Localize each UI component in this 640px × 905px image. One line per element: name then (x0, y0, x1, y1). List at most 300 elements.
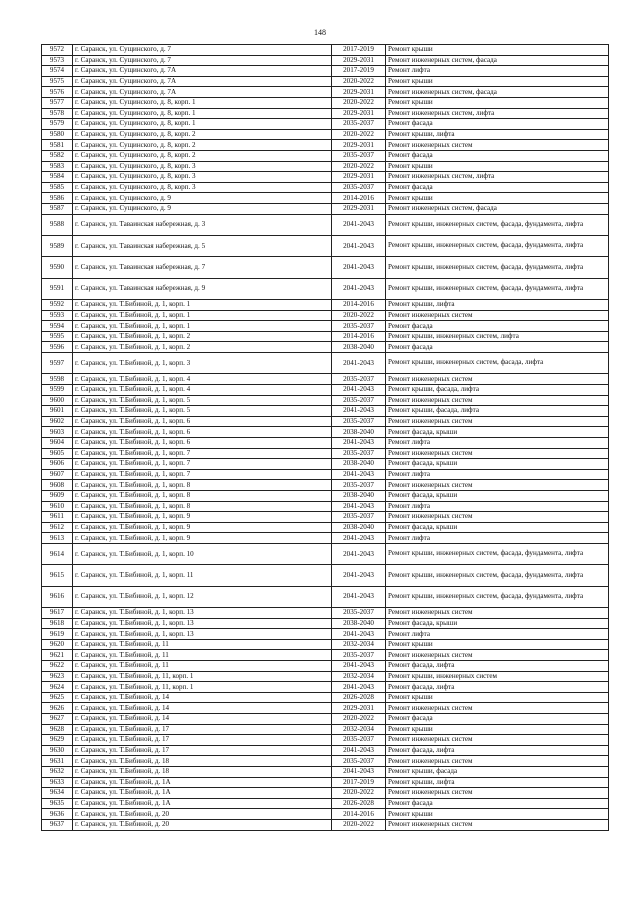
years-cell: 2041-2043 (332, 682, 386, 693)
row-number-cell: 9607 (42, 469, 73, 480)
address-cell: г. Саранск, ул. Сущинского, д. 8, корп. 3 (73, 182, 332, 193)
address-cell: г. Саранск, ул. Т.Бибиной, д. 1, корп. 13 (73, 629, 332, 640)
row-number-cell: 9622 (42, 661, 73, 672)
work-type-cell: Ремонт лифта (386, 66, 609, 77)
table-row (42, 66, 609, 77)
work-type-cell: Ремонт инженерных систем (386, 819, 609, 830)
address-cell: г. Саранск, ул. Т.Бибиной, д. 1, корп. 6 (73, 416, 332, 427)
table-row (42, 501, 609, 512)
years-cell: 2041-2043 (332, 278, 386, 299)
years-cell: 2041-2043 (332, 437, 386, 448)
work-type-cell: Ремонт фасада, крыши (386, 522, 609, 533)
work-type-cell: Ремонт крыши, инженерных систем, фасада, фундамента, лифта (386, 278, 609, 299)
work-type-cell: Ремонт фасада, крыши (386, 427, 609, 438)
work-type-cell: Ремонт инженерных систем, фасада (386, 87, 609, 98)
years-cell: 2014-2016 (332, 331, 386, 342)
years-cell: 2029-2031 (332, 140, 386, 151)
work-type-cell: Ремонт инженерных систем (386, 480, 609, 491)
address-cell: г. Саранск, ул. Т.Бибиной, д. 18 (73, 767, 332, 778)
address-cell: г. Саранск, ул. Таваинская набережная, д. 7 (73, 257, 332, 278)
work-type-cell: Ремонт лифта (386, 437, 609, 448)
years-cell: 2035-2037 (332, 395, 386, 406)
years-cell: 2041-2043 (332, 353, 386, 374)
table-row (42, 161, 609, 172)
years-cell: 2014-2016 (332, 809, 386, 820)
row-number-cell: 9609 (42, 490, 73, 501)
work-type-cell: Ремонт крыши, лифта (386, 300, 609, 311)
address-cell: г. Саранск, ул. Т.Бибиной, д. 1А (73, 777, 332, 788)
row-number-cell: 9573 (42, 55, 73, 66)
row-number-cell: 9610 (42, 501, 73, 512)
work-type-cell: Ремонт фасада, крыши (386, 490, 609, 501)
address-cell: г. Саранск, ул. Сущинского, д. 9 (73, 203, 332, 214)
work-type-cell: Ремонт крыши, лифта (386, 129, 609, 140)
row-number-cell: 9576 (42, 87, 73, 98)
years-cell: 2026-2028 (332, 798, 386, 809)
address-cell: г. Саранск, ул. Т.Бибиной, д. 1, корп. 7 (73, 448, 332, 459)
table-row (42, 819, 609, 830)
years-cell: 2029-2031 (332, 87, 386, 98)
work-type-cell: Ремонт лифта (386, 629, 609, 640)
row-number-cell: 9635 (42, 798, 73, 809)
row-number-cell: 9585 (42, 182, 73, 193)
row-number-cell: 9575 (42, 76, 73, 87)
years-cell: 2041-2043 (332, 235, 386, 256)
table-row (42, 798, 609, 809)
work-type-cell: Ремонт лифта (386, 469, 609, 480)
work-type-cell: Ремонт крыши, инженерных систем, фасада, фундамента, лифта (386, 586, 609, 607)
address-cell: г. Саранск, ул. Т.Бибиной, д. 11 (73, 650, 332, 661)
row-number-cell: 9636 (42, 809, 73, 820)
address-cell: г. Саранск, ул. Т.Бибиной, д. 1, корп. 10 (73, 543, 332, 564)
work-type-cell: Ремонт инженерных систем, фасада (386, 55, 609, 66)
address-cell: г. Саранск, ул. Т.Бибиной, д. 17 (73, 724, 332, 735)
table-row (42, 490, 609, 501)
years-cell: 2020-2022 (332, 788, 386, 799)
table-row (42, 119, 609, 130)
years-cell: 2032-2034 (332, 671, 386, 682)
years-cell: 2038-2040 (332, 459, 386, 470)
row-number-cell: 9627 (42, 714, 73, 725)
table-row (42, 714, 609, 725)
row-number-cell: 9579 (42, 119, 73, 130)
address-cell: г. Саранск, ул. Т.Бибиной, д. 1, корп. 5 (73, 395, 332, 406)
years-cell: 2038-2040 (332, 342, 386, 353)
row-number-cell: 9593 (42, 310, 73, 321)
table-row (42, 395, 609, 406)
work-type-cell: Ремонт фасада, лифта (386, 745, 609, 756)
work-type-cell: Ремонт крыши, инженерных систем, фасада, фундамента, лифта (386, 235, 609, 256)
work-type-cell: Ремонт крыши, фасада, лифта (386, 385, 609, 396)
address-cell: г. Саранск, ул. Т.Бибиной, д. 14 (73, 703, 332, 714)
work-type-cell: Ремонт фасада, крыши (386, 618, 609, 629)
table-row (42, 97, 609, 108)
row-number-cell: 9628 (42, 724, 73, 735)
address-cell: г. Саранск, ул. Таваинская набережная, д. 5 (73, 235, 332, 256)
work-type-cell: Ремонт инженерных систем (386, 310, 609, 321)
table-row (42, 459, 609, 470)
table-row (42, 756, 609, 767)
row-number-cell: 9626 (42, 703, 73, 714)
years-cell: 2041-2043 (332, 406, 386, 417)
row-number-cell: 9625 (42, 692, 73, 703)
table-row (42, 214, 609, 235)
table-row (42, 565, 609, 586)
table-row (42, 193, 609, 204)
work-type-cell: Ремонт крыши, лифта (386, 777, 609, 788)
table-row (42, 182, 609, 193)
row-number-cell: 9617 (42, 608, 73, 619)
work-type-cell: Ремонт фасада, лифта (386, 661, 609, 672)
row-number-cell: 9634 (42, 788, 73, 799)
row-number-cell: 9624 (42, 682, 73, 693)
table-row (42, 140, 609, 151)
address-cell: г. Саранск, ул. Сущинского, д. 7А (73, 66, 332, 77)
table-row (42, 331, 609, 342)
years-cell: 2032-2034 (332, 639, 386, 650)
row-number-cell: 9572 (42, 45, 73, 56)
address-cell: г. Саранск, ул. Т.Бибиной, д. 18 (73, 756, 332, 767)
row-number-cell: 9597 (42, 353, 73, 374)
table-row (42, 448, 609, 459)
work-type-cell: Ремонт фасада (386, 150, 609, 161)
address-cell: г. Саранск, ул. Т.Бибиной, д. 1, корп. 3 (73, 353, 332, 374)
work-type-cell: Ремонт фасада (386, 321, 609, 332)
address-cell: г. Саранск, ул. Т.Бибиной, д. 1, корп. 2 (73, 342, 332, 353)
work-type-cell: Ремонт крыши, инженерных систем, фасада, фундамента, лифта (386, 543, 609, 564)
address-cell: г. Саранск, ул. Т.Бибиной, д. 11 (73, 639, 332, 650)
work-type-cell: Ремонт лифта (386, 533, 609, 544)
table-row (42, 512, 609, 523)
row-number-cell: 9600 (42, 395, 73, 406)
years-cell: 2029-2031 (332, 203, 386, 214)
years-cell: 2035-2037 (332, 512, 386, 523)
table-row (42, 437, 609, 448)
table-row (42, 650, 609, 661)
row-number-cell: 9604 (42, 437, 73, 448)
years-cell: 2041-2043 (332, 586, 386, 607)
address-cell: г. Саранск, ул. Сущинского, д. 8, корп. 1 (73, 108, 332, 119)
address-cell: г. Саранск, ул. Сущинского, д. 7А (73, 87, 332, 98)
row-number-cell: 9587 (42, 203, 73, 214)
years-cell: 2035-2037 (332, 374, 386, 385)
work-type-cell: Ремонт инженерных систем (386, 703, 609, 714)
years-cell: 2017-2019 (332, 45, 386, 56)
years-cell: 2035-2037 (332, 735, 386, 746)
years-cell: 2038-2040 (332, 618, 386, 629)
address-cell: г. Саранск, ул. Т.Бибиной, д. 1, корп. 7 (73, 459, 332, 470)
years-cell: 2020-2022 (332, 161, 386, 172)
work-type-cell: Ремонт крыши, инженерных систем, фасада, фундамента, лифта (386, 565, 609, 586)
years-cell: 2017-2019 (332, 777, 386, 788)
years-cell: 2020-2022 (332, 129, 386, 140)
address-cell: г. Саранск, ул. Сущинского, д. 8, корп. 3 (73, 172, 332, 183)
row-number-cell: 9595 (42, 331, 73, 342)
address-cell: г. Саранск, ул. Т.Бибиной, д. 1, корп. 2 (73, 331, 332, 342)
address-cell: г. Саранск, ул. Т.Бибиной, д. 17 (73, 735, 332, 746)
years-cell: 2020-2022 (332, 97, 386, 108)
years-cell: 2035-2037 (332, 448, 386, 459)
work-type-cell: Ремонт инженерных систем (386, 448, 609, 459)
address-cell: г. Саранск, ул. Т.Бибиной, д. 1, корп. 4 (73, 385, 332, 396)
years-cell: 2041-2043 (332, 629, 386, 640)
table-row (42, 543, 609, 564)
address-cell: г. Саранск, ул. Т.Бибиной, д. 1, корп. 8 (73, 501, 332, 512)
table-row (42, 469, 609, 480)
table-row (42, 172, 609, 183)
years-cell: 2041-2043 (332, 533, 386, 544)
years-cell: 2038-2040 (332, 427, 386, 438)
address-cell: г. Саранск, ул. Сущинского, д. 7 (73, 45, 332, 56)
address-cell: г. Саранск, ул. Т.Бибиной, д. 11, корп. 1 (73, 671, 332, 682)
row-number-cell: 9615 (42, 565, 73, 586)
table-row (42, 321, 609, 332)
row-number-cell: 9632 (42, 767, 73, 778)
years-cell: 2038-2040 (332, 490, 386, 501)
table-row (42, 76, 609, 87)
address-cell: г. Саранск, ул. Т.Бибиной, д. 1, корп. 13 (73, 618, 332, 629)
row-number-cell: 9618 (42, 618, 73, 629)
row-number-cell: 9623 (42, 671, 73, 682)
table-row (42, 342, 609, 353)
work-type-cell: Ремонт фасада, крыши (386, 459, 609, 470)
work-type-cell: Ремонт инженерных систем (386, 512, 609, 523)
work-type-cell: Ремонт фасада (386, 342, 609, 353)
work-type-cell: Ремонт крыши (386, 193, 609, 204)
years-cell: 2041-2043 (332, 767, 386, 778)
work-type-cell: Ремонт крыши (386, 161, 609, 172)
address-cell: г. Саранск, ул. Т.Бибиной, д. 1, корп. 8 (73, 480, 332, 491)
address-cell: г. Саранск, ул. Т.Бибиной, д. 1, корп. 9 (73, 512, 332, 523)
row-number-cell: 9584 (42, 172, 73, 183)
table-row (42, 385, 609, 396)
address-cell: г. Саранск, ул. Т.Бибиной, д. 1А (73, 788, 332, 799)
row-number-cell: 9602 (42, 416, 73, 427)
table-row (42, 745, 609, 756)
years-cell: 2017-2019 (332, 66, 386, 77)
table-row (42, 618, 609, 629)
row-number-cell: 9599 (42, 385, 73, 396)
row-number-cell: 9611 (42, 512, 73, 523)
work-type-cell: Ремонт фасада (386, 798, 609, 809)
years-cell: 2026-2028 (332, 692, 386, 703)
address-cell: г. Саранск, ул. Т.Бибиной, д. 1, корп. 8 (73, 490, 332, 501)
years-cell: 2035-2037 (332, 182, 386, 193)
work-type-cell: Ремонт инженерных систем (386, 650, 609, 661)
row-number-cell: 9598 (42, 374, 73, 385)
years-cell: 2041-2043 (332, 385, 386, 396)
table-row (42, 724, 609, 735)
address-cell: г. Саранск, ул. Сущинского, д. 9 (73, 193, 332, 204)
work-type-cell: Ремонт крыши (386, 724, 609, 735)
years-cell: 2041-2043 (332, 565, 386, 586)
years-cell: 2041-2043 (332, 661, 386, 672)
years-cell: 2041-2043 (332, 501, 386, 512)
address-cell: г. Саранск, ул. Т.Бибиной, д. 11 (73, 661, 332, 672)
address-cell: г. Саранск, ул. Т.Бибиной, д. 14 (73, 692, 332, 703)
address-cell: г. Саранск, ул. Т.Бибиной, д. 20 (73, 809, 332, 820)
years-cell: 2014-2016 (332, 300, 386, 311)
row-number-cell: 9633 (42, 777, 73, 788)
table-row (42, 788, 609, 799)
address-cell: г. Саранск, ул. Т.Бибиной, д. 1, корп. 6 (73, 437, 332, 448)
work-type-cell: Ремонт крыши, инженерных систем, лифта (386, 331, 609, 342)
work-type-cell: Ремонт инженерных систем (386, 756, 609, 767)
years-cell: 2029-2031 (332, 55, 386, 66)
address-cell: г. Саранск, ул. Т.Бибиной, д. 1, корп. 11 (73, 565, 332, 586)
address-cell: г. Саранск, ул. Сущинского, д. 8, корп. 1 (73, 119, 332, 130)
table-row (42, 809, 609, 820)
address-cell: г. Саранск, ул. Т.Бибиной, д. 1, корп. 1 (73, 321, 332, 332)
table-row (42, 300, 609, 311)
work-type-cell: Ремонт инженерных систем (386, 416, 609, 427)
table-row (42, 108, 609, 119)
table-row (42, 406, 609, 417)
row-number-cell: 9582 (42, 150, 73, 161)
years-cell: 2035-2037 (332, 756, 386, 767)
address-cell: г. Саранск, ул. Таваинская набережная, д. 9 (73, 278, 332, 299)
years-cell: 2035-2037 (332, 119, 386, 130)
row-number-cell: 9630 (42, 745, 73, 756)
work-type-cell: Ремонт крыши (386, 76, 609, 87)
work-type-cell: Ремонт инженерных систем, фасада (386, 203, 609, 214)
address-cell: г. Саранск, ул. Т.Бибиной, д. 1, корп. 1 (73, 310, 332, 321)
work-type-cell: Ремонт крыши (386, 45, 609, 56)
address-cell: г. Саранск, ул. Сущинского, д. 8, корп. 2 (73, 129, 332, 140)
years-cell: 2035-2037 (332, 650, 386, 661)
address-cell: г. Саранск, ул. Т.Бибиной, д. 1, корп. 6 (73, 427, 332, 438)
table-row (42, 427, 609, 438)
table-row (42, 150, 609, 161)
years-cell: 2041-2043 (332, 745, 386, 756)
work-type-cell: Ремонт инженерных систем (386, 395, 609, 406)
row-number-cell: 9581 (42, 140, 73, 151)
row-number-cell: 9596 (42, 342, 73, 353)
years-cell: 2035-2037 (332, 480, 386, 491)
table-row (42, 661, 609, 672)
row-number-cell: 9591 (42, 278, 73, 299)
table-row (42, 278, 609, 299)
address-cell: г. Саранск, ул. Сущинского, д. 7А (73, 76, 332, 87)
years-cell: 2029-2031 (332, 172, 386, 183)
address-cell: г. Саранск, ул. Таваинская набережная, д. 3 (73, 214, 332, 235)
address-cell: г. Саранск, ул. Т.Бибиной, д. 1, корп. 7 (73, 469, 332, 480)
row-number-cell: 9577 (42, 97, 73, 108)
work-type-cell: Ремонт инженерных систем, лифта (386, 108, 609, 119)
years-cell: 2032-2034 (332, 724, 386, 735)
work-type-cell: Ремонт крыши, инженерных систем, фасада, фундамента, лифта (386, 257, 609, 278)
table-row (42, 703, 609, 714)
work-type-cell: Ремонт фасада (386, 714, 609, 725)
years-cell: 2020-2022 (332, 310, 386, 321)
row-number-cell: 9594 (42, 321, 73, 332)
row-number-cell: 9621 (42, 650, 73, 661)
years-cell: 2035-2037 (332, 608, 386, 619)
row-number-cell: 9606 (42, 459, 73, 470)
table-row (42, 257, 609, 278)
table-row (42, 235, 609, 256)
table-row (42, 682, 609, 693)
row-number-cell: 9601 (42, 406, 73, 417)
work-type-cell: Ремонт фасада (386, 182, 609, 193)
address-cell: г. Саранск, ул. Т.Бибиной, д. 14 (73, 714, 332, 725)
table-body (42, 45, 609, 831)
row-number-cell: 9614 (42, 543, 73, 564)
work-type-cell: Ремонт инженерных систем (386, 140, 609, 151)
address-cell: г. Саранск, ул. Т.Бибиной, д. 1, корп. 4 (73, 374, 332, 385)
address-cell: г. Саранск, ул. Сущинского, д. 8, корп. 3 (73, 161, 332, 172)
years-cell: 2029-2031 (332, 108, 386, 119)
row-number-cell: 9589 (42, 235, 73, 256)
address-cell: г. Саранск, ул. Т.Бибиной, д. 1А (73, 798, 332, 809)
address-cell: г. Саранск, ул. Сущинского, д. 8, корп. 2 (73, 150, 332, 161)
work-type-cell: Ремонт фасада (386, 119, 609, 130)
table-row (42, 639, 609, 650)
table-row (42, 87, 609, 98)
address-cell: г. Саранск, ул. Т.Бибиной, д. 1, корп. 13 (73, 608, 332, 619)
table-row (42, 522, 609, 533)
work-type-cell: Ремонт инженерных систем (386, 374, 609, 385)
years-cell: 2020-2022 (332, 76, 386, 87)
years-cell: 2038-2040 (332, 522, 386, 533)
table-row (42, 310, 609, 321)
address-cell: г. Саранск, ул. Сущинского, д. 8, корп. 2 (73, 140, 332, 151)
work-type-cell: Ремонт инженерных систем, лифта (386, 172, 609, 183)
address-cell: г. Саранск, ул. Т.Бибиной, д. 1, корп. 12 (73, 586, 332, 607)
row-number-cell: 9608 (42, 480, 73, 491)
work-type-cell: Ремонт крыши (386, 97, 609, 108)
row-number-cell: 9578 (42, 108, 73, 119)
work-type-cell: Ремонт фасада, лифта (386, 682, 609, 693)
address-cell: г. Саранск, ул. Т.Бибиной, д. 1, корп. 9 (73, 533, 332, 544)
table-row (42, 129, 609, 140)
table-row (42, 629, 609, 640)
address-cell: г. Саранск, ул. Т.Бибиной, д. 17 (73, 745, 332, 756)
row-number-cell: 9583 (42, 161, 73, 172)
work-type-cell: Ремонт инженерных систем (386, 788, 609, 799)
table-row (42, 374, 609, 385)
table-row (42, 203, 609, 214)
table-row (42, 777, 609, 788)
table-row (42, 692, 609, 703)
work-type-cell: Ремонт крыши, фасада (386, 767, 609, 778)
row-number-cell: 9574 (42, 66, 73, 77)
row-number-cell: 9603 (42, 427, 73, 438)
row-number-cell: 9612 (42, 522, 73, 533)
row-number-cell: 9637 (42, 819, 73, 830)
repair-schedule-table (41, 44, 609, 831)
table-row (42, 608, 609, 619)
work-type-cell: Ремонт крыши (386, 692, 609, 703)
years-cell: 2041-2043 (332, 469, 386, 480)
years-cell: 2020-2022 (332, 819, 386, 830)
table-row (42, 533, 609, 544)
years-cell: 2014-2016 (332, 193, 386, 204)
row-number-cell: 9620 (42, 639, 73, 650)
table-row (42, 480, 609, 491)
years-cell: 2020-2022 (332, 714, 386, 725)
table-row (42, 671, 609, 682)
years-cell: 2035-2037 (332, 150, 386, 161)
row-number-cell: 9605 (42, 448, 73, 459)
years-cell: 2035-2037 (332, 416, 386, 427)
address-cell: г. Саранск, ул. Сущинского, д. 8, корп. 1 (73, 97, 332, 108)
table-row (42, 55, 609, 66)
row-number-cell: 9580 (42, 129, 73, 140)
address-cell: г. Саранск, ул. Т.Бибиной, д. 1, корп. 9 (73, 522, 332, 533)
work-type-cell: Ремонт инженерных систем (386, 608, 609, 619)
table-row (42, 45, 609, 56)
